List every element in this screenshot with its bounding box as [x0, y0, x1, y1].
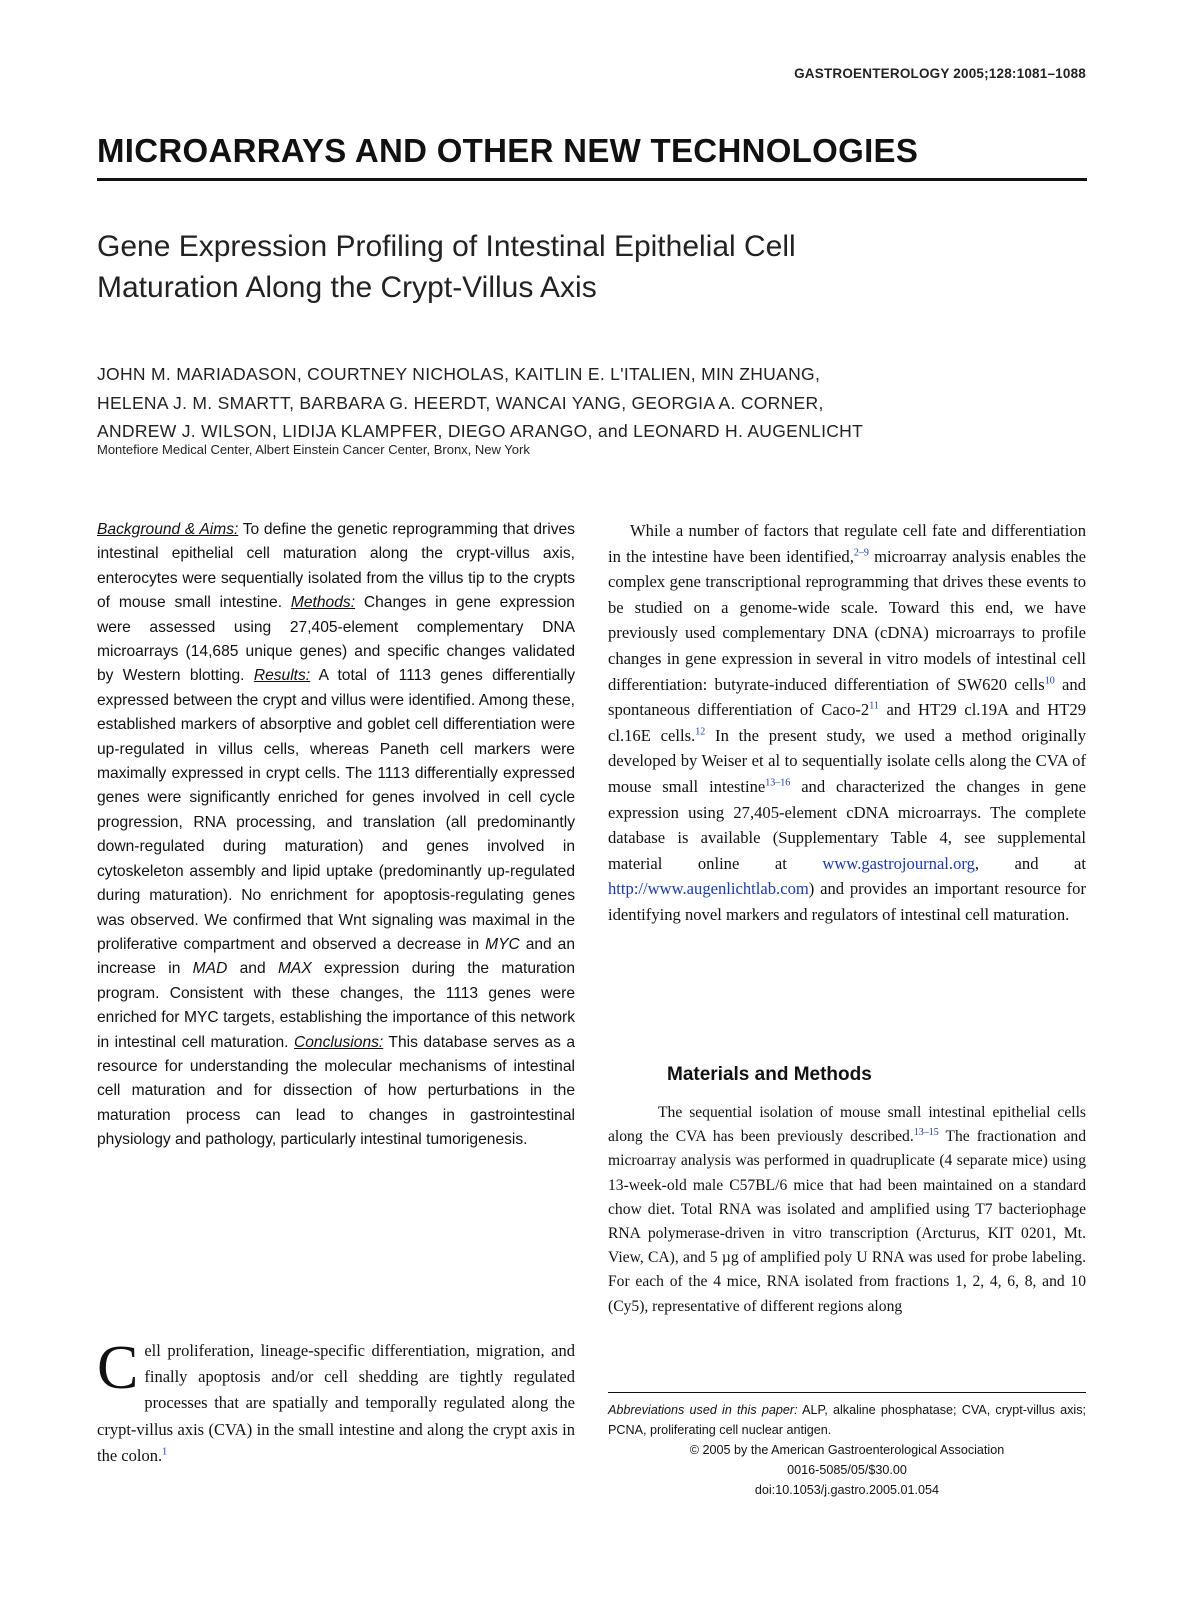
body-text: ) and provides an important resource for identifying novel markers and regulators of intestinal cell maturation.	[608, 879, 1086, 924]
right-column-intro	[608, 518, 1086, 928]
issn-line: 0016-5085/05/$30.00	[787, 1463, 907, 1477]
abbreviations-text: ALP, alkaline phosphatase; CVA, crypt-villus axis; PCNA, proliferating cell nuclear antigen.	[608, 1403, 1086, 1437]
body-text: and characterized the changes in gene expression using 27,405-element cDNA microarrays. The complete database is available (Supplementary Table 4, see supplemental material online at	[608, 776, 1087, 873]
citation-link[interactable]: 12	[695, 726, 706, 738]
title-line-1: Gene Expression Profiling of Intestinal Epithelial Cell	[97, 230, 796, 263]
abbreviations-label: Abbreviations used in this paper:	[608, 1403, 798, 1417]
materials-methods-body	[608, 1101, 1086, 1319]
article-title	[97, 226, 1097, 308]
abstract-conclusions-text: This database serves as a resource for understanding the molecular mechanisms of intestinal cell maturation and for dissection of how perturbations in the maturation process can lead to changes in gastrointestinal physiology and pathology, particularly intestinal tumorigenesis.	[97, 1033, 576, 1149]
author-list	[97, 360, 1097, 446]
body-text: microarray analysis enables the complex gene transcriptional reprogramming that drives these events to be studied on a genome-wide scale. Toward this end, we have previously used complementary DNA (cDNA) microarrays to profile changes in gene expression in several in vitro models of intestinal cell differentiation: butyrate-induced differentiation of SW620 cells	[608, 546, 1086, 694]
abstract-results-label: Results:	[253, 667, 311, 685]
copyright-line: © 2005 by the American Gastroenterological Association	[689, 1443, 1005, 1457]
footnote	[608, 1400, 1086, 1500]
body-text: The sequential isolation of mouse small intestinal epithelial cells along the CVA has been previously described.	[608, 1104, 1086, 1146]
gene-myc: MYC	[485, 935, 520, 953]
footnote-divider	[608, 1392, 1086, 1393]
journal-reference: GASTROENTEROLOGY 2005;128:1081–1088	[794, 66, 1086, 81]
materials-methods-paragraph	[608, 1101, 1086, 1319]
citation-link[interactable]: 13–16	[765, 777, 791, 789]
author-line-3: ANDREW J. WILSON, LIDIJA KLAMPFER, DIEGO ARANGO, and LEONARD H. AUGENLICHT	[97, 421, 864, 441]
author-line-1: JOHN M. MARIADASON, COURTNEY NICHOLAS, KAITLIN E. L'ITALIEN, MIN ZHUANG,	[97, 364, 821, 384]
citation-link[interactable]: 13–15	[913, 1127, 939, 1139]
body-text: and spontaneous differentiation of Caco-2	[608, 674, 1087, 720]
intro-continuation-paragraph	[608, 518, 1086, 928]
body-text: , and at	[974, 853, 1086, 873]
abstract-conclusions-label: Conclusions:	[293, 1033, 384, 1051]
abstract-background-label: Background & Aims:	[97, 521, 239, 538]
gene-mad: MAD	[192, 960, 228, 978]
drop-cap: C	[97, 1334, 139, 1402]
body-text: The fractionation and microarray analysis was performed in quadruplicate (4 separate mice) using 13-week-old male C57BL/6 mice that had been maintained on a standard chow diet. Total RNA was isolated and amplified using T7 bacteriophage RNA polymerase-driven in vitro transcription (Arcturus, KIT 0201, Mt. View, CA), and 5 µg of amplified poly U RNA was used for probe labeling. For each of the 4 mice, RNA isolated from fractions 1, 2, 4, 6, 8, and 10 (Cy5), representative of different regions along	[608, 1128, 1086, 1315]
intro-paragraph	[97, 1334, 575, 1469]
abstract-background-text: To define the genetic reprogramming that drives intestinal epithelial cell maturation along the crypt-villus axis, enterocytes were sequentially isolated from the villus tip to the crypts of mouse small intestine.	[97, 521, 575, 612]
affiliation: Montefiore Medical Center, Albert Einstein Cancer Center, Bronx, New York	[97, 442, 530, 457]
citation-link[interactable]: 10	[1044, 675, 1055, 687]
citation-link[interactable]: 2–9	[853, 547, 869, 559]
section-heading: MICROARRAYS AND OTHER NEW TECHNOLOGIES	[97, 132, 1087, 181]
body-text: and HT29 cl.19A and HT29 cl.16E cells.	[608, 700, 1086, 745]
citation-link[interactable]: 1	[162, 1446, 168, 1458]
abstract-methods-label: Methods:	[290, 594, 356, 612]
citation-link[interactable]: 11	[869, 700, 879, 712]
abbreviations-note	[608, 1400, 1086, 1440]
title-line-2: Maturation Along the Crypt-Villus Axis	[97, 271, 597, 304]
abstract-methods-text: Changes in gene expression were assessed using 27,405-element complementary DNA microarrays (14,685 unique genes) and specific changes validated by Western blotting.	[97, 594, 575, 685]
gene-max: MAX	[277, 960, 312, 978]
augenlichtlab-link[interactable]: http://www.augenlichtlab.com	[608, 879, 809, 899]
abstract-results-text: and an increase in	[97, 935, 575, 978]
doi-line: doi:10.1053/j.gastro.2005.01.054	[754, 1483, 940, 1497]
abstract-results-text: expression during the maturation program. Consistent with these changes, the 1113 genes were enriched for MYC targets, establishing the importance of this network in intestinal cell maturation.	[97, 960, 576, 1051]
materials-methods-heading: Materials and Methods	[667, 1064, 872, 1085]
author-line-2: HELENA J. M. SMARTT, BARBARA G. HEERDT, WANCAI YANG, GEORGIA A. CORNER,	[97, 392, 824, 413]
abstract-results-text: and	[227, 960, 278, 978]
body-text: While a number of factors that regulate cell fate and differentiation in the intestine have been identified,	[608, 521, 1086, 566]
abstract-results-text: A total of 1113 genes differentially expressed between the crypt and villus were identified. Among these, established markers of absorptive and goblet cell differentiation were up-regulated in villus cells, whereas Paneth cell markers were maximally expressed in crypt cells. The 1113 differentially expressed genes were significantly enriched for genes involved in cell cycle progression, RNA processing, and translation (all predominantly down-regulated during maturation) and genes involved in cytoskeleton assembly and lipid uptake (predominantly up-regulated during maturation). No enrichment for apoptosis-regulating genes was observed. We confirmed that Wnt signaling was maximal in the proliferative compartment and observed a decrease in	[97, 667, 575, 953]
intro-text: ell proliferation, lineage-specific differentiation, migration, and finally apoptosis and/or cell shedding are tightly regulated processes that are spatially and temporally regulated along the crypt-villus axis (CVA) in the small intestine and along the crypt axis in the colon.	[97, 1341, 575, 1465]
body-text: In the present study, we used a method originally developed by Weiser et al to sequentially isolate cells along the CVA of mouse small intestine	[608, 725, 1086, 796]
gastrojournal-link[interactable]: www.gastrojournal.org	[822, 853, 975, 873]
abstract	[97, 518, 575, 1153]
